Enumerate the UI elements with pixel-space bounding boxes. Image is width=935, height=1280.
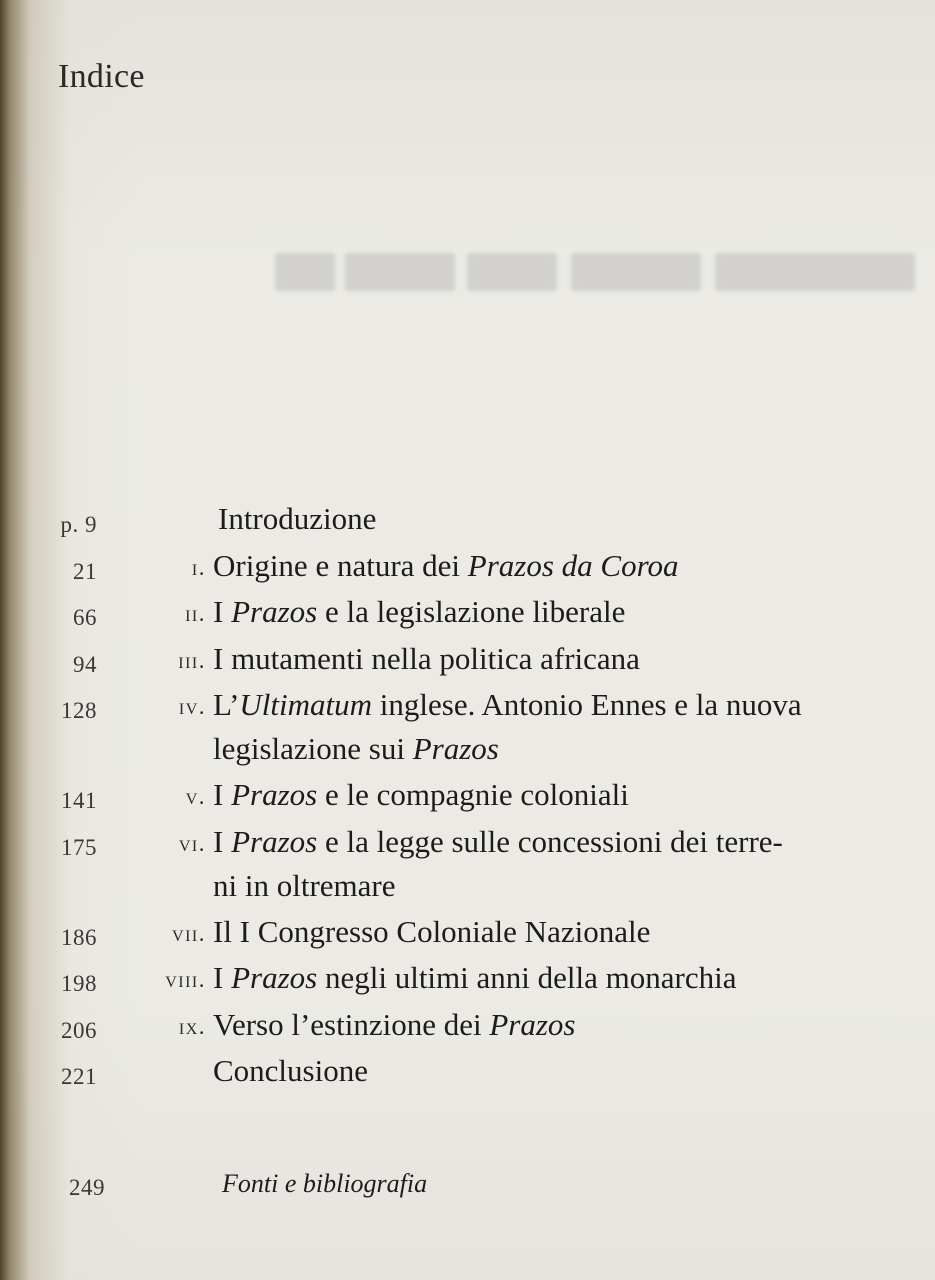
toc-chapter-numeral: vii.: [172, 920, 206, 946]
toc-chapter-numeral: ix.: [178, 1013, 206, 1039]
toc-entry-title: Fonti e bibliografia: [222, 1169, 428, 1198]
title-text: L’: [213, 687, 240, 722]
toc-page-number: 175: [61, 834, 97, 860]
toc-entry-title: [213, 956, 883, 1000]
toc-entry[interactable]: [0, 956, 935, 1003]
title-text: negli ultimi anni della monarchia: [317, 960, 737, 995]
toc-entry-bibliography[interactable]: [0, 1166, 935, 1206]
page-title: Indice: [58, 58, 145, 95]
italic-term: Prazos da Coroa: [467, 547, 679, 583]
italic-term: Prazos: [231, 960, 318, 995]
toc-page-number: 66: [73, 605, 97, 630]
toc-entry-title: [213, 1049, 883, 1093]
toc-entry-title: [213, 590, 883, 634]
italic-term: Prazos: [231, 594, 318, 629]
toc-chapter-numeral: iv.: [178, 694, 206, 719]
toc-page-number: 249: [69, 1175, 105, 1200]
toc-entry-title: [213, 820, 883, 908]
title-text: I: [213, 960, 232, 995]
toc-entry[interactable]: [0, 683, 935, 773]
toc-chapter-numeral: v.: [185, 784, 206, 809]
title-text: e la legge sulle concessioni dei terre- ni in oltremare: [213, 823, 783, 903]
toc-page-number: 221: [61, 1064, 97, 1089]
italic-term: Prazos: [231, 777, 318, 812]
toc-page-number: 141: [61, 788, 97, 813]
title-text: inglese. Antonio Ennes e la nuova legislazione sui: [213, 687, 802, 766]
toc-page-number: 186: [61, 924, 97, 950]
toc-page-number: p. 9: [60, 512, 97, 537]
toc-entry[interactable]: [0, 910, 935, 957]
toc-entry[interactable]: [0, 544, 935, 591]
title-text: Il I Congresso Coloniale Nazionale: [213, 913, 651, 949]
toc-page-number: 198: [61, 971, 97, 996]
title-text: Introduzione: [218, 501, 377, 536]
toc-chapter-numeral: vi.: [178, 830, 206, 856]
italic-term: Prazos: [489, 1006, 576, 1042]
italic-term: Prazos: [412, 731, 499, 766]
toc-entry[interactable]: [0, 820, 935, 910]
italic-term: Prazos: [231, 823, 318, 859]
title-text: e le compagnie coloniali: [317, 777, 629, 812]
toc-entry-title: [213, 1003, 883, 1047]
title-text: I: [213, 823, 232, 859]
toc-entry-title: [213, 773, 883, 817]
toc-entry[interactable]: [0, 637, 935, 684]
toc-entry[interactable]: [0, 773, 935, 820]
toc-page-number: 128: [61, 698, 97, 723]
title-text: Origine e natura dei: [213, 547, 468, 583]
toc-chapter-numeral: ii.: [185, 601, 206, 626]
toc-entry-title: [213, 544, 883, 588]
title-text: I mutamenti nella politica africana: [213, 640, 640, 676]
toc-page-number: 94: [73, 651, 97, 677]
title-text: I: [213, 594, 232, 629]
toc-chapter-numeral: i.: [191, 554, 206, 580]
title-text: Verso l’estinzione dei: [213, 1006, 490, 1042]
italic-term: Ultimatum: [239, 687, 373, 722]
toc-chapter-numeral: iii.: [178, 647, 206, 673]
toc-page-number: 206: [61, 1017, 97, 1043]
toc-entry-title: [213, 637, 883, 681]
title-text: Conclusione: [213, 1053, 368, 1088]
toc-entry[interactable]: [0, 1003, 935, 1050]
title-text: I: [213, 777, 232, 812]
toc-page-number: 21: [73, 558, 97, 584]
bleed-through-text: [275, 253, 915, 295]
toc-chapter-numeral: viii.: [165, 967, 206, 992]
toc-entry-title: [213, 910, 883, 954]
toc-entry[interactable]: [0, 590, 935, 637]
title-text: e la legislazione liberale: [317, 594, 626, 629]
toc-entry-title: [218, 497, 888, 541]
toc-entry[interactable]: [0, 497, 935, 544]
toc-entry-title: [213, 683, 883, 771]
table-of-contents: [0, 497, 935, 1096]
toc-entry[interactable]: [0, 1049, 935, 1096]
